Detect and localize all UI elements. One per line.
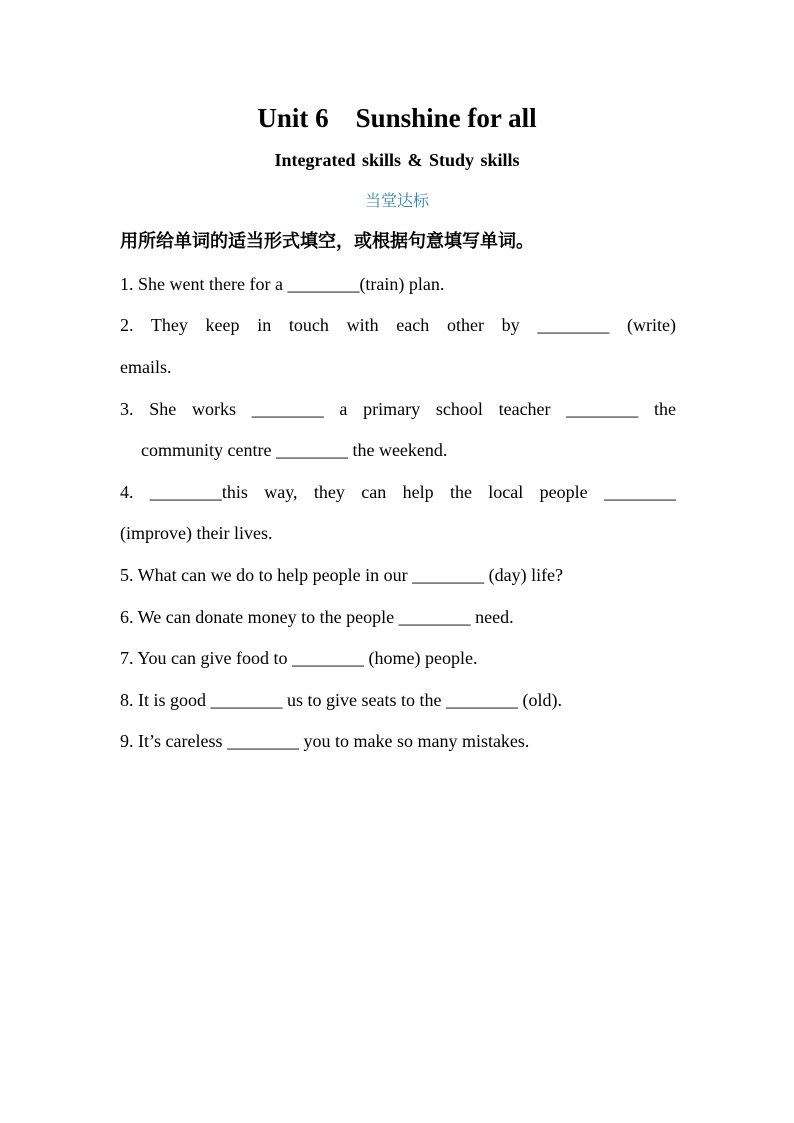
question-6: 6. We can donate money to the people ________ need.: [120, 607, 514, 627]
question-9: 9. It’s careless ________ you to make so many mistakes.: [120, 731, 530, 751]
page-title: Unit 6 Sunshine for all: [257, 103, 537, 133]
question-5: 5. What can we do to help people in our ________ (day) life?: [120, 565, 564, 585]
exercise-instruction: 用所给单词的适当形式填空，或根据句意填写单词。: [120, 231, 534, 252]
question-3-continued: community centre ________ the weekend.: [141, 440, 448, 460]
page-subtitle: Integrated skills & Study skills: [274, 150, 520, 170]
question-1: 1. She went there for a ________(train) plan.: [120, 274, 445, 294]
question-7: 7. You can give food to ________ (home) people.: [120, 648, 478, 668]
question-3: 3. She works ________ a primary school teacher ________ the: [120, 399, 676, 419]
section-label: 当堂达标: [364, 191, 429, 210]
question-8: 8. It is good ________ us to give seats to the ________ (old).: [120, 690, 562, 710]
question-2-continued: emails.: [120, 357, 172, 377]
question-4: 4. ________this way, they can help the local people ________: [120, 482, 676, 502]
question-4-continued: (improve) their lives.: [120, 523, 273, 543]
question-2: 2. They keep in touch with each other by ________ (write): [120, 315, 676, 335]
